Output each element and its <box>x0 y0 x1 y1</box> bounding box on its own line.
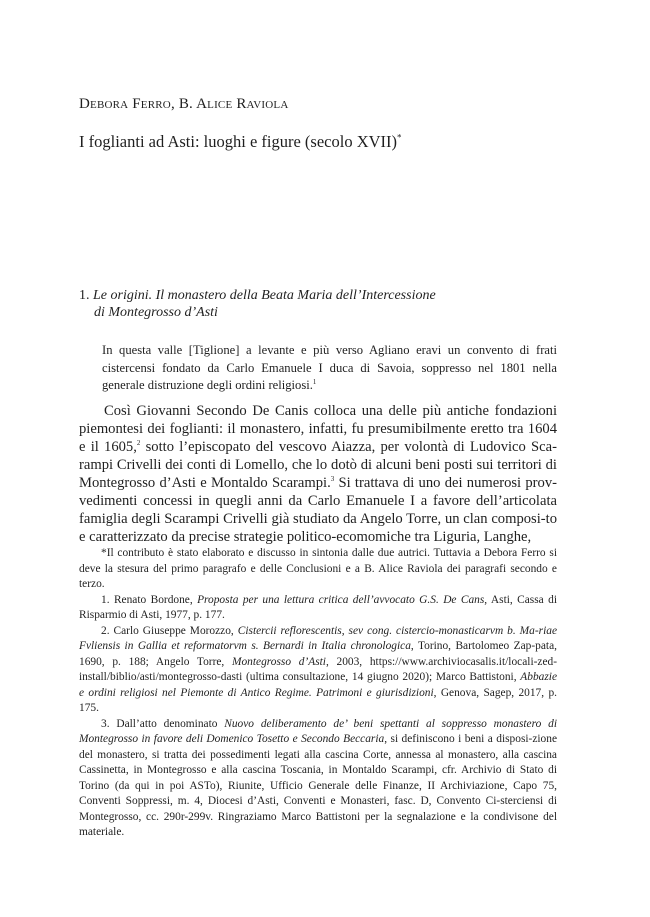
footnote-1-text: 1. Renato Bordone, <box>101 593 198 606</box>
body-text-2: sotto l’episcopato del vescovo Aiazza, per volontà di Ludovico Sca-rampi Crivelli dei conti di Lomello, che lo dotò di alcuni beni posti sui territori di Montegrosso d’Asti e Montaldo Scarampi. <box>79 439 557 491</box>
footnote-star: *Il contributo è stato elaborato e discusso in sintonia dalle due autrici. Tuttavia a Debora Ferro si deve la stesura del primo paragrafo e delle Conclusioni e a B. Alice Raviola dei paragrafi secondo e terzo. <box>79 547 557 590</box>
footnote-3 <box>79 717 557 841</box>
footnote-ref-2: 2 <box>136 439 141 448</box>
authors: Debora Ferro, B. Alice Raviola <box>79 96 289 112</box>
block-quote <box>102 342 557 395</box>
footnote-2-title-1: Cistercii reflorescentis, sev cong. cistercio-monasticarvm b. Ma-riae Fvliensis in Gallia et reformatorvm s. Bernardi in Italia chronologica <box>79 624 557 652</box>
footnote-2-text-b: , Torino, Bartolomeo Zap-pata, 1690, p. 188; Angelo Torre, <box>79 640 557 668</box>
footnote-2 <box>79 624 557 717</box>
footnote-2-text-d: , Genova, Sagep, 2017, p. 175. <box>79 686 557 714</box>
body-text-3: Si trattava di uno dei numerosi prov-vedimenti concessi in quegli anni da Carlo Emanuele I a favore dell’articolata famiglia degli Scarampi Crivelli già studiato da Angelo Torre, un clan composi-to e caratterizzato da precise strategie politico-ecomomiche tra Liguria, Langhe, <box>79 475 557 545</box>
title-footnote-mark: * <box>397 132 402 143</box>
section-heading <box>79 287 559 321</box>
footnote-1-title: Proposta per una lettura critica dell’avvocato G.S. De Cans <box>197 593 485 606</box>
footnote-2-text: 2. Carlo Giuseppe Morozzo, <box>101 624 238 637</box>
body-paragraph <box>79 402 557 546</box>
footnote-ref-3: 3 <box>330 475 335 484</box>
footnote-3-title: Nuovo deliberamento de’ beni spettanti al soppresso monastero di Montegrosso in favore deli Domenico Tosetto e Secondo Beccaria <box>79 717 557 745</box>
quote-text: In questa valle [Tiglione] a levante e più verso Agliano eravi un convento di frati cistercensi fondato da Carlo Emanuele I duca di Savoia, soppresso nel 1801 nella generale distruzione degli ordini religiosi. <box>102 343 557 392</box>
footnote-ref-1: 1 <box>312 377 317 386</box>
footnote-3-text: 3. Dall’atto denominato <box>101 717 225 730</box>
article-title <box>79 132 402 152</box>
footnote-1-text-end: , Asti, Cassa di Risparmio di Asti, 1977, p. 177. <box>79 593 557 621</box>
title-text: I foglianti ad Asti: luoghi e figure (secolo XVII) <box>79 132 398 151</box>
footnote-2-title-2: Montegrosso d’Asti <box>231 655 326 668</box>
footnote-1 <box>79 593 557 624</box>
footnotes <box>79 546 557 841</box>
footnote-3-text-end: , si definiscono i beni a disposi-zione del monastero, si tratta dei possedimenti legati alla cascina Corte, annessa al monastero, alla cascina Cassinetta, in Montegrosso e alla cascina Toscania, in Montaldo Scarampi, cfr. Archivio di Stato di Torino (da qui in poi ASTo), Riunite, Ufficio Generale delle Finanze, II Archiviazione, Capo 75, Conventi Soppressi, m. 4, Diocesi d’Asti, Conventi e Monasteri, fasc. D, Convento Ci-sterciensi di Montegrosso, cc. 290r-299v. Ringraziamo Marco Battistoni per la segnalazione e la condivisone del materiale. <box>79 733 558 838</box>
footnote-2-text-c: , 2003, https://www.archiviocasalis.it/locali-zed-install/biblio/asti/montegrosso-dasti (ultima consultazione, 14 giugno 2020); Marco Battistoni, <box>79 655 557 683</box>
section-heading-line1: Le origini. Il monastero della Beata Maria dell’Intercessione <box>93 288 436 303</box>
body-text-1: Così Giovanni Secondo De Canis colloca una delle più antiche fondazioni piemontesi dei foglianti: il monastero, infatti, fu presumibilmente eretto tra 1604 e il 1605, <box>79 403 557 455</box>
section-heading-line2: di Montegrosso d’Asti <box>94 305 218 320</box>
footnote-2-title-3: Abbazie e ordini religiosi nel Piemonte di Antico Regime. Patrimoni e giurisdizioni <box>79 671 557 699</box>
section-number: 1. <box>79 288 90 303</box>
